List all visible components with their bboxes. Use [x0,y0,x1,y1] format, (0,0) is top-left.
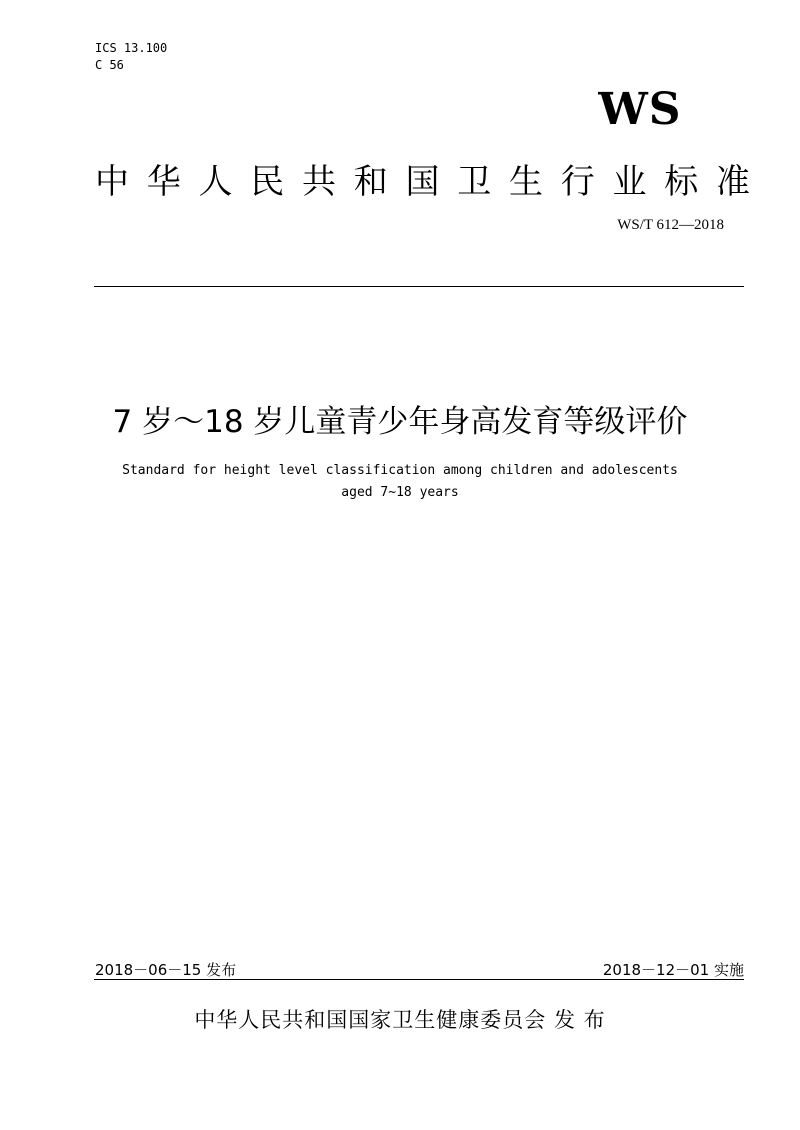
heading-char: 中 [95,162,129,202]
header-divider [94,286,744,287]
heading-char: 华 [146,162,181,202]
issue-date: 2018－06－15 发布 [95,961,237,979]
ics-code: ICS 13.100 [95,41,168,55]
title-chinese: 7 岁～18 岁儿童青少年身高发育等级评价 [112,404,688,440]
heading-char: 业 [612,162,647,202]
ccs-code: C 56 [95,58,124,72]
ws-logo: WS [598,84,682,135]
title-english-line2: aged 7~18 years [341,485,459,500]
heading-char: 人 [198,162,233,202]
heading-char: 共 [302,162,336,202]
heading-char: 国 [405,162,440,202]
heading-char: 标 [664,162,699,202]
standard-code: WS/T 612—2018 [617,217,724,233]
title-english-line1: Standard for height level classification among children and adolescents [122,463,678,478]
standard-type-heading [95,154,750,203]
title-english [60,460,740,504]
implement-date: 2018－12－01 实施 [602,961,744,979]
heading-char: 卫 [457,162,492,202]
footer-divider [94,979,744,980]
heading-char: 行 [560,162,595,202]
heading-char: 民 [250,162,285,202]
classification-codes [95,40,167,74]
heading-char: 生 [509,162,543,202]
heading-char: 和 [353,162,388,202]
heading-char: 准 [716,162,750,202]
issuing-authority: 中华人民共和国国家卫生健康委员会 发 布 [194,1008,606,1032]
